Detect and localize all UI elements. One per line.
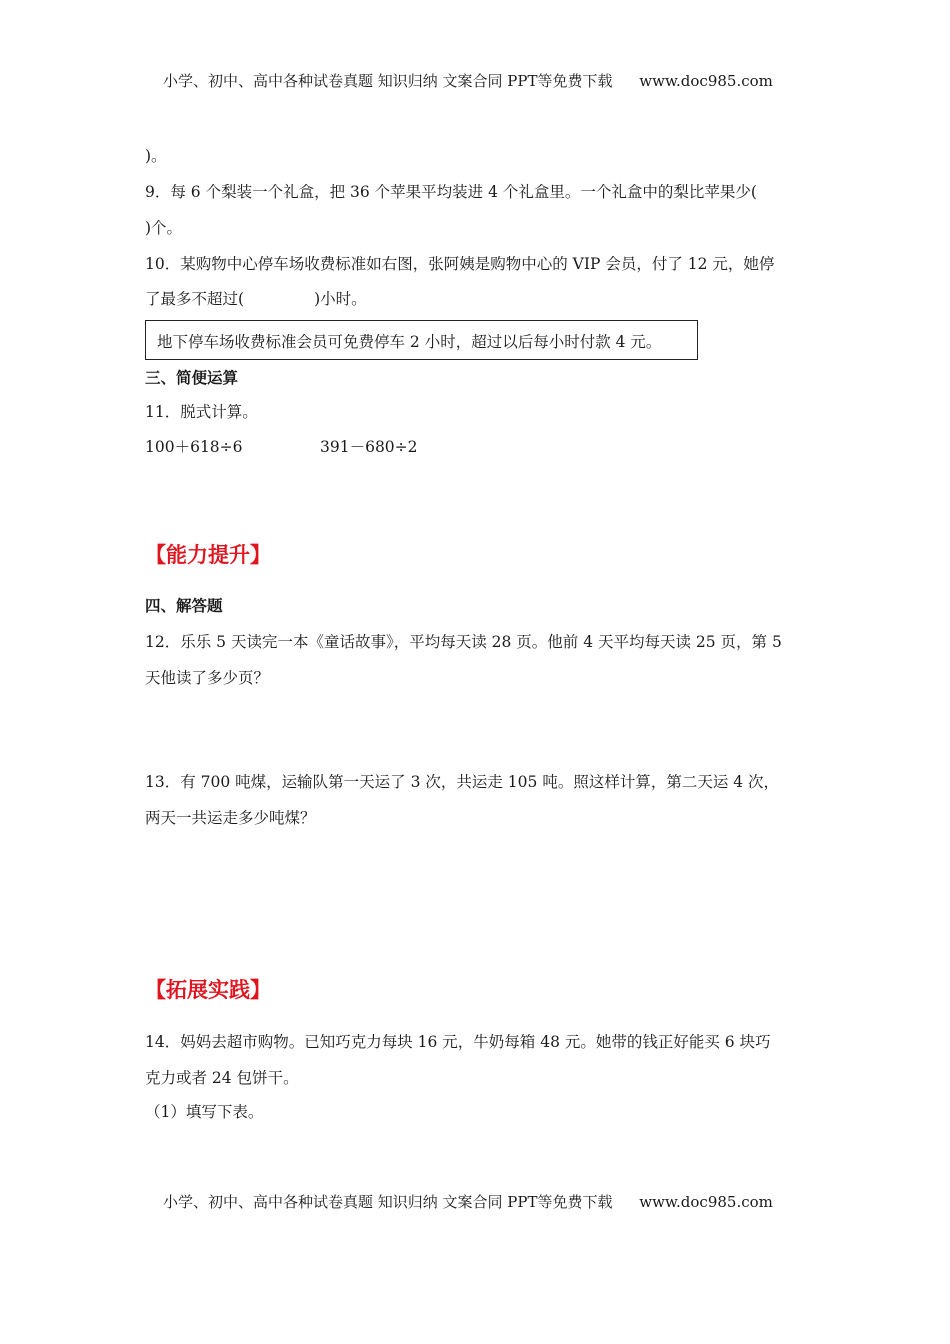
question-13-line1: 13．有 700 吨煤，运输队第一天运了 3 次，共运走 105 吨。照这样计算，第二天运 4 次， [145,773,780,791]
question-11: 11．脱式计算。 [145,403,258,421]
expression-1: 100＋618÷6 [145,438,243,456]
answer-close-line: )。 [145,147,167,165]
question-12-line1: 12．乐乐 5 天读完一本《童话故事》，平均每天读 28 页。他前 4 天平均每天读 25 页，第 5 [145,633,782,651]
footer-url[interactable]: www.doc985.com [639,1193,773,1211]
question-9-line2: )个。 [145,219,183,237]
footer-text: 小学、初中、高中各种试卷真题 知识归纳 文案合同 PPT等免费下载 [163,1193,613,1211]
question-10-prefix: 了最多不超过( [145,290,245,308]
question-10-suffix: )小时。 [314,290,367,308]
question-14-part1: （1）填写下表。 [145,1103,264,1121]
question-9-line1: 9．每 6 个梨装一个礼盒，把 36 个苹果平均装进 4 个礼盒里。一个礼盒中的梨比苹果少( [145,183,757,201]
question-13-line2: 两天一共运走多少吨煤？ [145,809,316,827]
question-10-line1: 10．某购物中心停车场收费标准如右图，张阿姨是购物中心的 VIP 会员，付了 12 元，她停 [145,255,775,273]
page-header [163,70,773,91]
header-text: 小学、初中、高中各种试卷真题 知识归纳 文案合同 PPT等免费下载 [163,72,613,90]
expression-2: 391－680÷2 [320,438,418,456]
expand-heading: 【拓展实践】 [145,977,271,1002]
question-14-line1: 14．妈妈去超市购物。已知巧克力每块 16 元，牛奶每箱 48 元。她带的钱正好能买 6 块巧 [145,1033,771,1051]
question-10-line2 [145,289,367,309]
header-url[interactable]: www.doc985.com [639,72,773,90]
section-4-heading: 四、解答题 [145,596,223,615]
ability-heading: 【能力提升】 [145,542,271,567]
question-12-line2: 天他读了多少页？ [145,669,270,687]
question-14-line2: 克力或者 24 包饼干。 [145,1069,299,1087]
page-footer [163,1191,773,1212]
parking-fee-box [145,320,698,360]
section-3-heading: 三、简便运算 [145,368,239,387]
parking-fee-text: 地下停车场收费标准会员可免费停车 2 小时，超过以后每小时付款 4 元。 [157,333,662,351]
